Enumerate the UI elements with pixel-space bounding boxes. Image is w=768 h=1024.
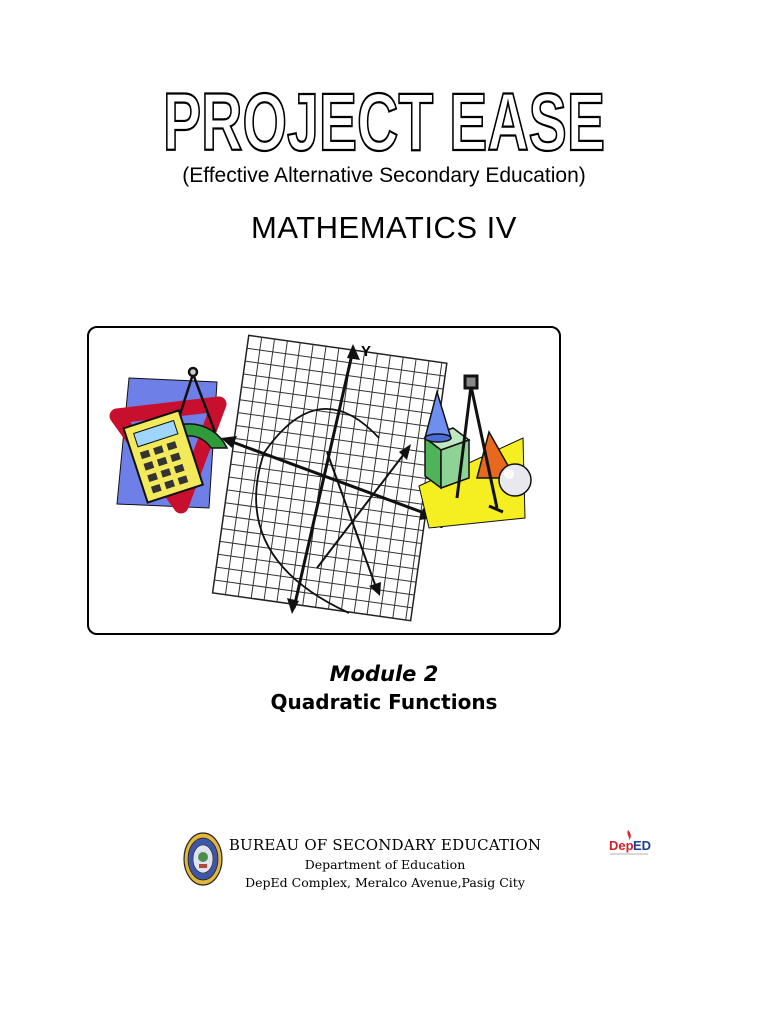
subject-heading: MATHEMATICS IV — [251, 210, 517, 245]
document-title-text: PROJECT EASE — [163, 77, 605, 168]
cover-illustration — [87, 326, 561, 635]
illustration-art — [89, 328, 559, 633]
document-title — [0, 62, 768, 172]
department-address: DepEd Complex, Meralco Avenue,Pasig City — [245, 875, 525, 890]
module-number: Module 2 — [329, 662, 439, 686]
deped-logo-ed: ED — [633, 838, 652, 853]
module-title: Quadratic Functions — [270, 690, 498, 714]
deped-logo-dep: Dep — [609, 838, 634, 853]
bureau-name: BUREAU OF SECONDARY EDUCATION — [228, 836, 542, 854]
y-axis-label: Y — [361, 343, 372, 360]
sphere-shape — [499, 464, 531, 496]
deped-logo-icon — [608, 828, 652, 858]
sphere-highlight — [504, 469, 514, 479]
document-subtitle: (Effective Alternative Secondary Education) — [182, 164, 586, 187]
department-name: Department of Education — [304, 857, 466, 872]
